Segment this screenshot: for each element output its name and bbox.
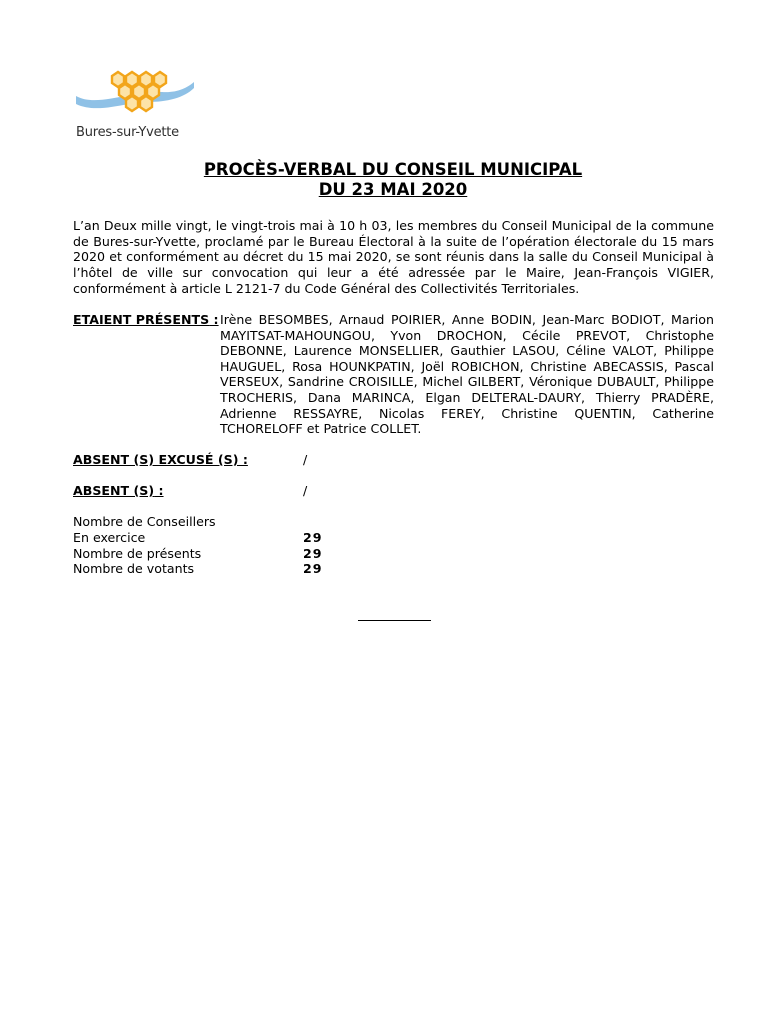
counts-heading: Nombre de Conseillers [73, 514, 216, 529]
logo-text: Bures-sur-Yvette [76, 125, 179, 140]
footer-divider [358, 620, 431, 621]
absent-excused-value: / [303, 452, 308, 467]
present-members-list: Irène BESOMBES, Arnaud POIRIER, Anne BODIN, Jean-Marc BODIOT, Marion MAYITSAT-MAHOUNGOU, Yvon DROCHON, Cécile PREVOT, Christophe DEBONNE, Laurence MONSELLIER, Gauthier LASOU, Céline VALOT, Philippe HAUGUEL, Rosa HOUNKPATIN, Joël ROBICHON, Christine ABECASSIS, Pascal VERSEUX, Sandrine CROISILLE, Michel GILBERT, Véronique DUBAULT, Philippe TROCHERIS, Dana MARINCA, Elgan DELTERAL-DAURY, Thierry PRADÈRE, Adrienne RESSAYRE, Nicolas FEREY, Christine QUENTIN, Catherine TCHORELOFF et Patrice COLLET. [220, 312, 714, 437]
absent-excused-label-colon: : [238, 452, 248, 467]
count-label-in-office: En exercice [73, 530, 146, 545]
count-value-in-office: 29 [303, 530, 323, 545]
honeycomb-river-logo-icon [72, 68, 197, 128]
absent-label-colon: : [154, 483, 164, 498]
absent-label-text: ABSENT (S) [73, 483, 155, 498]
absent-label [73, 483, 164, 499]
absent-value: / [303, 483, 308, 498]
present-label-text: ETAIENT PRÉSENTS [73, 312, 210, 327]
count-value-voters: 29 [303, 561, 323, 576]
absent-excused-label-text: ABSENT (S) EXCUSÉ (S) [73, 452, 239, 467]
absent-excused-label [73, 452, 248, 468]
present-label-colon: : [209, 312, 219, 327]
count-label-present: Nombre de présents [73, 546, 202, 561]
town-logo [72, 68, 197, 144]
page-title: PROCÈS-VERBAL DU CONSEIL MUNICIPAL [203, 160, 583, 179]
page-subtitle-date: DU 23 MAI 2020 [318, 180, 468, 199]
intro-paragraph: L’an Deux mille vingt, le vingt-trois mai à 10 h 03, les membres du Conseil Municipal de la commune de Bures-sur-Yvette, proclamé par le Bureau Électoral à la suite de l’opération électorale du 15 mars 2020 et conformément au décret du 15 mai 2020, se sont réunis dans la salle du Conseil Municipal à l’hôtel de ville sur convocation qui leur a été adressée par le Maire, Jean-François VIGIER, conformément à article L 2121-7 du Code Général des Collectivités Territoriales. [73, 218, 714, 296]
count-value-present: 29 [303, 546, 323, 561]
present-label [73, 312, 219, 328]
count-label-voters: Nombre de votants [73, 561, 195, 576]
